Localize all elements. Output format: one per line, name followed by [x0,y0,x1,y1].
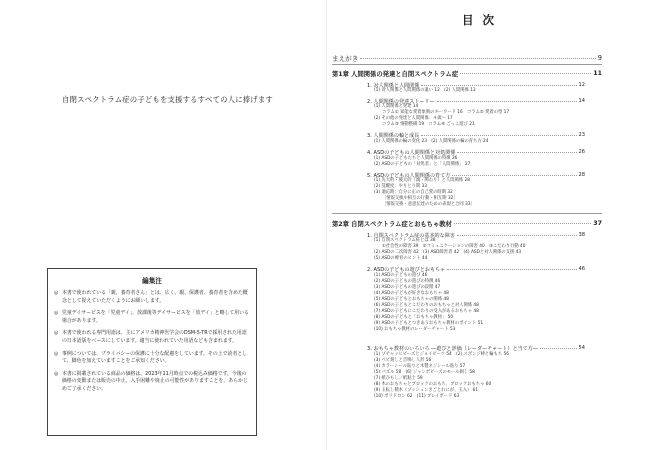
toc-entry-label: 第1章 人間関係の発達と自閉スペクトラム症 [332,70,459,78]
toc-subline: (2) ASDの二次障害 42 (3) ASD障害者 42 (4) ASDと対人関係の支援 43 [374,250,522,255]
toc-entry-label: 1. 自閉スペクトラム症の基本的な障害 [367,232,455,239]
toc-entry-label: 2. ASDの子どもの遊びとおもちゃ [367,266,446,273]
note-item [54,330,250,345]
toc-entry-chapter-1[interactable] [332,67,602,79]
toc-subline: (1) 人間関係の輪の変化 23 (2) 人間関係の輪の育ち方 24 [374,139,489,144]
note-text: 本書に掲載されている商品の価格は、2023年11月時点での税込み価格です。今後の価格の変動または販売の中止、入手困難や廃止の可能性がありますことを、あらかじめご了承ください。 [62,370,248,392]
toc-subline: (3) ベビ刻しと音鳴し人形 56 [374,358,432,363]
note-text: 本書で使われている「親、養育者さん」とは、広く、親、保護者、養育者を含めた概念として捉えていただくようにお願いします。 [62,290,248,304]
divider-rule [332,213,602,214]
note-text: 本書で使われる専門用語は、主にアメリカ精神医学会のDSM-5-TRで採用された用語の日本語版をベースにしています。適当に使われていた用語なども含まれます。 [62,330,247,344]
leader-dots [421,135,576,136]
note-item [54,351,250,366]
toc-subline: (1) 人間関係と発達 14 [374,104,419,109]
leader-dots [454,223,591,224]
toc-heading: 目次 [462,13,503,27]
toc-entry-page: 14 [578,98,585,104]
toc-subline: (6) ASDの子どもとこだわりのおもちゃと対人関係 48 [374,303,479,308]
toc-entry-page: 23 [578,132,585,138]
toc-subline: (1) 先天的・後天的（親・関わり）と人間関係 28 [374,178,470,183]
leader-dots [447,269,576,270]
page-fold [326,0,327,450]
leader-dots [457,235,577,236]
divider-rule [332,64,602,65]
toc-entry-chapter-2[interactable] [332,217,602,229]
toc-subline: (5) ASDの療育のヒント 44 [374,256,428,261]
leader-dots [457,152,576,153]
note-item [54,290,250,305]
note-text: 事例については、プライバシーの保護に十分な配慮をしています。その上で読者として、脚色を加えていますことをご承知ください。 [62,350,248,365]
toc-subline: (7) 紙ひもし／紙粘土 59 [374,376,423,381]
note-bullet-icon: ◎ [54,350,59,357]
toc-subline: (10) ポリドロン 62 (11) ブレイボード 63 [374,394,460,399]
toc-entry-page: 54 [578,345,585,351]
toc-subline: (3) ASDの子どもの遊びの段階 47 [374,285,441,290]
toc-entry-page: 26 [578,149,585,155]
notes-title: 編集注 [142,277,162,285]
toc-entry-label: 4. ASDの子どもの人間関係と対処関係 [367,149,456,156]
leader-dots [360,58,595,59]
toc-entry-page: 11 [593,69,602,77]
toc-entry-page: 28 [578,172,585,178]
toc-subline: ［情報交換や相互の行動・相互期 32］ [382,196,458,201]
toc-subline: (8) ASDの子どもと「おもちゃ教材」 50 [374,315,454,320]
toc-entry-label: 1. 対人関係と人間関係 [367,82,420,89]
toc-subline: (5) ASDの子どもとおもちゃの関係 48 [374,297,449,302]
editorial-notes-box [47,268,257,436]
note-item [54,310,250,325]
toc-subline: (8) 木のおもちゃとブロックのおもち、ブロックおもちゃ 60 [374,382,492,387]
toc-subline: (2) 覚醒度：やりとり期 33 [374,184,427,189]
toc-page [332,0,650,450]
toc-subline: (4) カラーシール貼りと木製ネジシール貼り 57 [374,364,466,369]
toc-subline: (2) その他の発達と人間関係：４歳〜 17 [374,116,453,121]
note-bullet-icon: ◎ [54,290,59,296]
leader-dots [460,73,591,74]
leader-dots [540,348,577,349]
note-bullet-icon: ◎ [54,370,59,377]
toc-entry-label: 5. ASDの子どもの人間関係の育て方 [367,172,451,179]
toc-subline: (7) ASDの子どもにこだわりの受入があるおもちゃ 48 [374,309,479,314]
toc-entry-page: 46 [578,266,585,272]
toc-entry-label: まえがき [332,55,359,63]
toc-subline: (9) 玉転し積木（プッシュンきごとれにが、玉入） 61 [374,388,479,393]
toc-subline: (3) 適応期：自分に正の自己愛の時期 32 [374,190,453,195]
toc-subline: (4) ASDの子どもが好きなおもちゃ 48 [374,291,449,296]
dedication-text: 自閉スペクトラム症の子どもを支援するすべての人に捧げます [62,95,273,104]
note-text: 児童デイサービスを「児童デイ」、放課後等デイサービスを「放デイ」と略して用いる場合があります。 [62,310,249,324]
toc-entry-page: 9 [597,54,602,62]
toc-subline: (5) パズル 58 (6) ジャンボビーズのモール刺し 58 [374,370,475,375]
toc-subline: コラム③ 情動整備 19 コラム④ ごっこ遊び 21 [382,122,475,127]
note-item [54,371,250,394]
note-bullet-icon: ◎ [54,310,59,317]
leader-dots [421,85,576,86]
toc-subline: (2) ASDの子どもの遊びの特徴 46 [374,279,441,284]
toc-entry-label: 3. おもちゃ教材のいろいろ ―遊びと評価（レーダーチャート）と当て方― [367,345,538,352]
toc-subline: (1) ASDの子どもたちと人間関係の特徴 26 [374,156,458,161]
toc-subline: (1) 対人関係と人間関係の違い 12 (2) 人間関係 13 [374,88,476,93]
toc-subline: ［情報交換・意思伝達のための表現と合同 33］ [382,202,475,207]
toc-subline: (1) プチャッヒビーズとジョイビーツ 54 (2) スポンジ棒と輪もち 56 [374,352,509,357]
toc-subline: (1) ASDの子どもの遊び 46 [374,273,428,278]
toc-entry-page: 12 [578,82,585,88]
leader-dots [452,175,576,176]
toc-subline: ①社会性の障害 39 ②コミュニケーションの障害 40 ③こだわり行動 40 [382,244,526,249]
toc-subline: コラム① 知能な愛着象徴のキーワード 16 コラム② 愛着の型 17 [382,110,510,115]
toc-entry-label: 3. 人間関係の輪と成長 [367,132,420,139]
toc-entry-preface[interactable] [332,52,602,64]
toc-entry-page: 38 [578,232,585,238]
toc-entry-label: 第2章 自閉スペクトラム症とおもちゃ教材 [332,220,452,228]
toc-entry-label: 2. 人間関係の発達ストーリー [367,98,435,105]
toc-subline: (9) ASDの子どもとつきあうおもちゃ教材のポイント 51 [374,321,484,326]
toc-subline: (2) ASDの子どもの「対処者」と「人間関係」 27 [374,162,471,167]
toc-subline: (10) おもちゃ教材のレーダーチャート 53 [374,327,456,332]
note-bullet-icon: ◎ [54,330,59,337]
toc-subline: (1) 自閉スペクトラム症とは 38 [374,238,436,243]
leader-dots [437,101,577,102]
toc-entry-page: 37 [593,219,602,227]
